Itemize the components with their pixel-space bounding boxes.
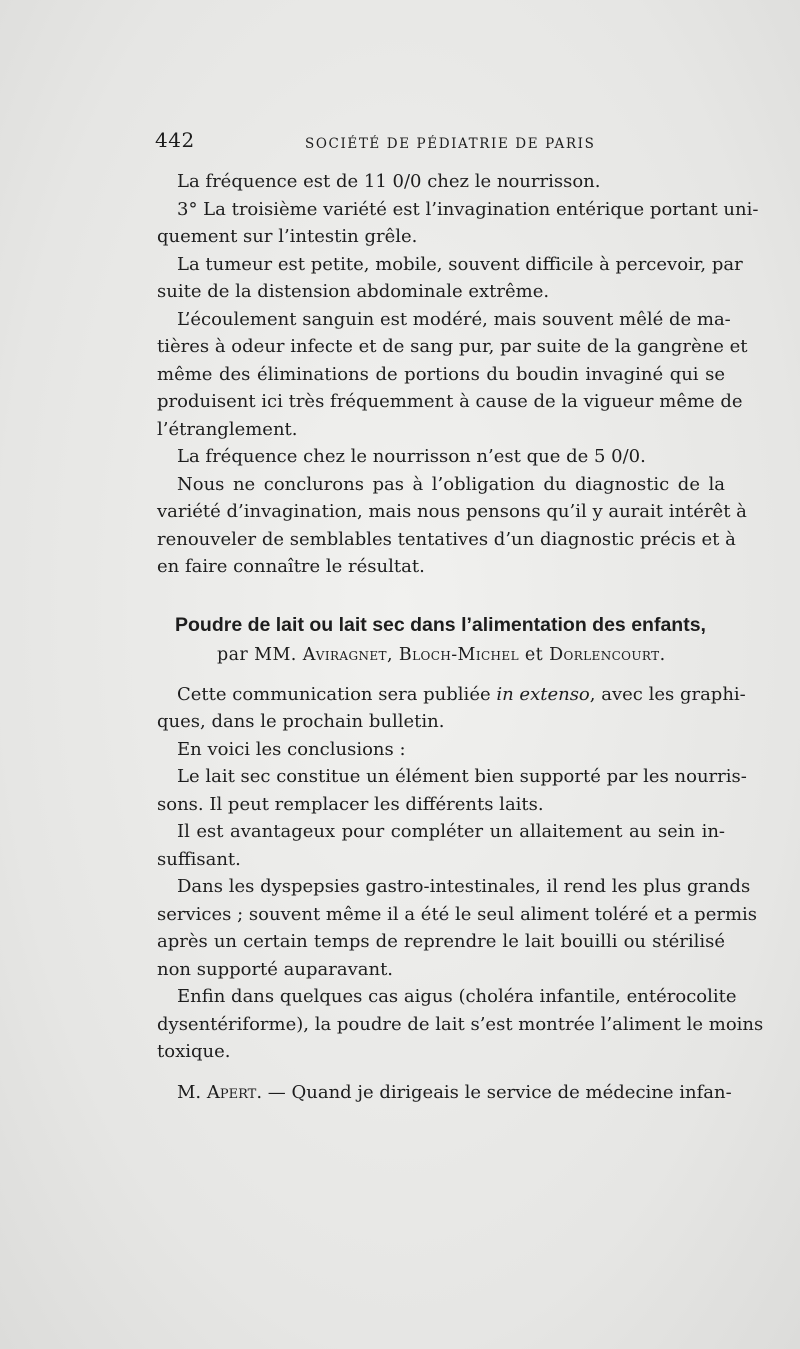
running-head: SOCIÉTÉ DE PÉDIATRIE DE PARIS xyxy=(305,136,596,152)
text-line: l’étranglement. xyxy=(157,418,298,440)
text-line: 3° La troisième variété est l’invagination entérique portant uni- xyxy=(177,198,759,220)
text-line: Dans les dyspepsies gastro-intestinales, il rend les plus grands xyxy=(177,876,751,897)
author-name: Bloch-Michel xyxy=(398,644,519,665)
author-name: Aviragnet xyxy=(302,644,387,665)
text-line: dysentériforme), la poudre de lait s’est montrée l’aliment le moins xyxy=(157,1013,764,1035)
authors-prefix: par MM. xyxy=(217,644,303,665)
text-line: quement sur l’intestin grêle. xyxy=(157,226,418,247)
text-line: après un certain temps de reprendre le lait bouilli ou stérilisé xyxy=(157,931,725,952)
author-name: Dorlencourt xyxy=(549,644,660,665)
italic-phrase: in extenso xyxy=(496,683,590,705)
text-line: suffisant. xyxy=(157,848,241,870)
text-line: tières à odeur infecte et de sang pur, par suite de la gangrène et xyxy=(157,336,748,357)
section-spacer xyxy=(157,581,725,609)
page-number: 442 xyxy=(155,128,195,152)
text-line: suite de la distension abdominale extrême. xyxy=(157,281,550,302)
text-line: variété d’invagination, mais nous pensons qu’il y aurait intérêt à xyxy=(157,501,747,522)
text-line xyxy=(157,1079,732,1107)
text-line: non supporté auparavant. xyxy=(157,958,394,980)
speaker-name: M. Apert. xyxy=(177,1081,263,1103)
text-line: même des éliminations de portions du boudin invaginé qui se xyxy=(157,363,725,385)
text-line: Il est avantageux pour compléter un allaitement au sein in- xyxy=(177,821,725,842)
text-line: Enfin dans quelques cas aigus (choléra infantile, entérocolite xyxy=(177,986,737,1007)
text-line: services ; souvent même il a été le seul aliment toléré et a permis xyxy=(157,903,758,925)
text-line: La fréquence chez le nourrisson n’est que de 5 0/0. xyxy=(177,446,646,467)
text-line: En voici les conclusions : xyxy=(177,738,406,760)
section-title: Poudre de lait ou lait sec dans l’alimentation des enfants, xyxy=(175,613,706,636)
text-line xyxy=(157,681,746,709)
text-line: La fréquence est de 11 0/0 chez le nourrisson. xyxy=(177,171,601,192)
text-line: Nous ne conclurons pas à l’obligation du diagnostic de la xyxy=(177,473,725,495)
authors-suffix: . xyxy=(659,644,666,665)
body-text xyxy=(157,168,764,1106)
section-spacer xyxy=(157,1066,725,1079)
text-line: Le lait sec constitue un élément bien supporté par les nourris- xyxy=(177,766,747,787)
section-spacer xyxy=(157,669,725,681)
text-fragment: Cette communication sera publiée xyxy=(177,683,497,705)
text-line: renouveler de semblables tentatives d’un diagnostic précis et à xyxy=(157,528,736,550)
text-line: L’écoulement sanguin est modéré, mais souvent mêlé de ma- xyxy=(177,308,731,330)
text-line: produisent ici très fréquemment à cause de la vigueur même de xyxy=(157,391,743,412)
text-line: sons. Il peut remplacer les différents laits. xyxy=(157,793,544,815)
text-line: ques, dans le prochain bulletin. xyxy=(157,711,445,732)
authors-separator: , xyxy=(386,644,399,665)
text-line: en faire connaître le résultat. xyxy=(157,556,425,577)
text-fragment: — Quand je dirigeais le service de médecine infan- xyxy=(262,1081,732,1103)
text-fragment: , avec les graphi- xyxy=(589,683,746,705)
text-line: toxique. xyxy=(157,1041,231,1062)
section-authors xyxy=(157,641,725,669)
text-line: La tumeur est petite, mobile, souvent difficile à percevoir, par xyxy=(177,253,743,275)
authors-joiner: et xyxy=(518,644,550,665)
page-header xyxy=(155,128,725,158)
